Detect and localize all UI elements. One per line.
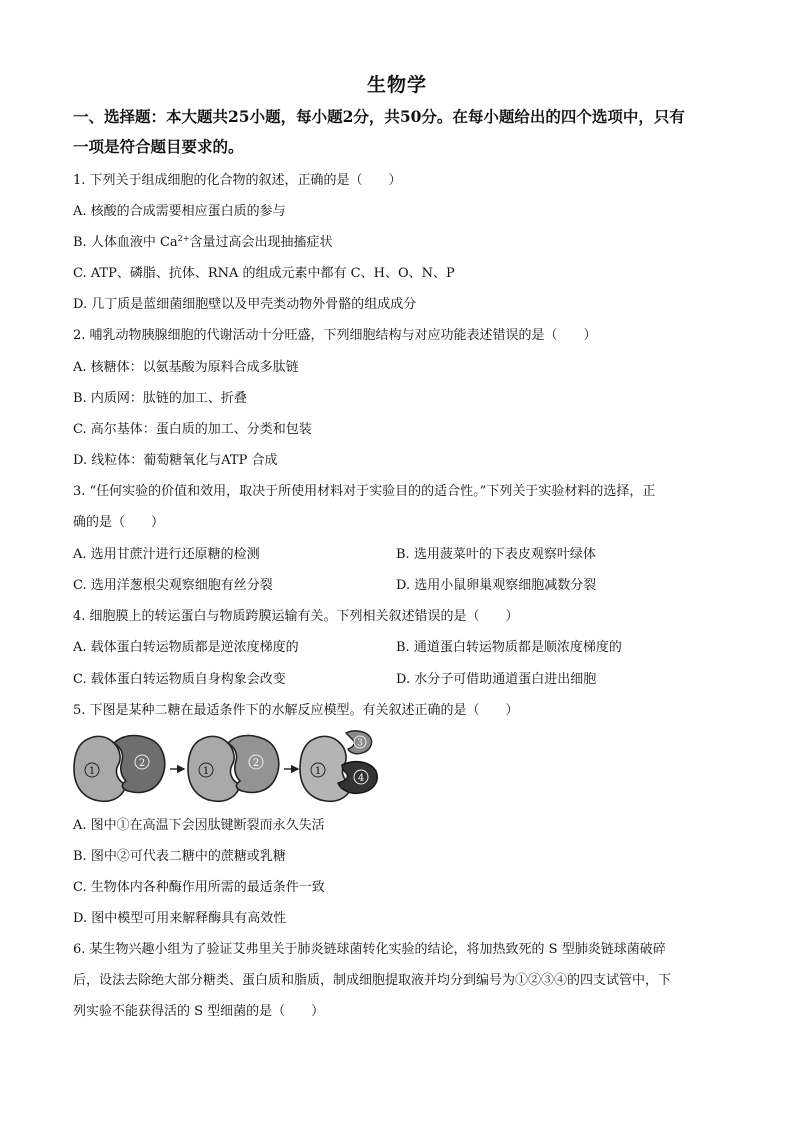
question-3-stem-line-1: 3. “任何实验的价值和效用，取决于所使用材料对于实验目的的适合性。”下列关于实验材料的选择，正: [73, 484, 656, 499]
question-4-option-d: D. 水分子可借助通道蛋白进出细胞: [396, 672, 597, 687]
question-3-option-b: B. 选用菠菜叶的下表皮观察叶绿体: [396, 547, 596, 562]
enzyme-substrate-complex-2: [188, 736, 279, 802]
question-2-option-d: D. 线粒体：葡萄糖氧化与ATP 合成: [73, 453, 278, 468]
question-2-option-a: A. 核糖体：以氨基酸为原料合成多肽链: [73, 360, 299, 375]
enzyme-and-products: [300, 731, 377, 801]
question-2-option-c: C. 高尔基体：蛋白质的加工、分类和包装: [73, 422, 312, 437]
section-heading-line-2: 一项是符合题目要求的。: [73, 137, 244, 156]
question-3-option-a: A. 选用甘蔗汁进行还原糖的检测: [73, 547, 260, 562]
question-1-option-c: C. ATP、磷脂、抗体、RNA 的组成元素中都有 C、H、O、N、P: [73, 266, 455, 281]
figure-label-2b: 2: [252, 758, 260, 769]
figure-label-4: 4: [357, 773, 365, 784]
question-4-option-a: A. 载体蛋白转运物质都是逆浓度梯度的: [73, 640, 299, 655]
question-3-option-c: C. 选用洋葱根尖观察细胞有丝分裂: [73, 578, 273, 593]
question-5-option-a: A. 图中①在高温下会因肽键断裂而永久失活: [73, 818, 325, 833]
question-2-stem: 2. 哺乳动物胰腺细胞的代谢活动十分旺盛，下列细胞结构与对应功能表述错误的是（ ）: [73, 328, 597, 343]
figure-label-1c: 1: [314, 766, 322, 777]
ion-charge: 2+: [177, 234, 190, 243]
question-1-option-a: A. 核酸的合成需要相应蛋白质的参与: [73, 204, 286, 219]
question-5-option-b: B. 图中②可代表二糖中的蔗糖或乳糖: [73, 849, 286, 864]
question-1-option-d: D. 几丁质是蓝细菌细胞壁以及甲壳类动物外骨骼的组成成分: [73, 297, 417, 312]
question-4-option-b: B. 通道蛋白转运物质都是顺浓度梯度的: [396, 640, 622, 655]
enzyme-substrate-complex-1: [74, 736, 165, 802]
question-5-option-d: D. 图中模型可用来解释酶具有高效性: [73, 911, 287, 926]
question-6-stem-line-1: 6. 某生物兴趣小组为了验证艾弗里关于肺炎链球菌转化实验的结论，将加热致死的 S 型肺炎链球菌破碎: [73, 942, 666, 957]
question-4-stem: 4. 细胞膜上的转运蛋白与物质跨膜运输有关。下列相关叙述错误的是（ ）: [73, 609, 519, 624]
question-2-option-b: B. 内质网：肽链的加工、折叠: [73, 391, 247, 406]
question-1-stem: 1. 下列关于组成细胞的化合物的叙述，正确的是（ ）: [73, 173, 402, 188]
page-title: 生物学: [366, 74, 427, 96]
enzyme-reaction-figure: [70, 729, 380, 807]
question-6-stem-line-3: 列实验不能获得活的 S 型细菌的是（ ）: [73, 1004, 325, 1019]
option-b-pre: B. 人体血液中 Ca: [73, 235, 178, 250]
figure-label-1a: 1: [88, 766, 96, 777]
question-1-option-b: [73, 234, 332, 252]
figure-label-3: 3: [357, 738, 363, 749]
figure-label-1b: 1: [202, 766, 210, 777]
section-heading: [73, 102, 723, 162]
question-6-stem-line-2: 后，设法去除绝大部分糖类、蛋白质和脂质，制成细胞提取液并均分到编号为①②③④的四支试管中，下: [73, 973, 672, 988]
question-4-option-c: C. 载体蛋白转运物质自身构象会改变: [73, 672, 286, 687]
option-b-post: 含量过高会出现抽搐症状: [189, 235, 333, 250]
section-heading-line-1: 一、选择题：本大题共25小题，每小题2分，共50分。在每小题给出的四个选项中，只有: [73, 107, 685, 126]
question-5-option-c: C. 生物体内各种酶作用所需的最适条件一致: [73, 880, 325, 895]
question-3-option-d: D. 选用小鼠卵巢观察细胞减数分裂: [396, 578, 597, 593]
question-5-stem: 5. 下图是某种二糖在最适条件下的水解反应模型。有关叙述正确的是（ ）: [73, 703, 519, 718]
figure-label-2a: 2: [138, 758, 146, 769]
question-3-stem-line-2: 确的是（ ）: [73, 515, 165, 530]
